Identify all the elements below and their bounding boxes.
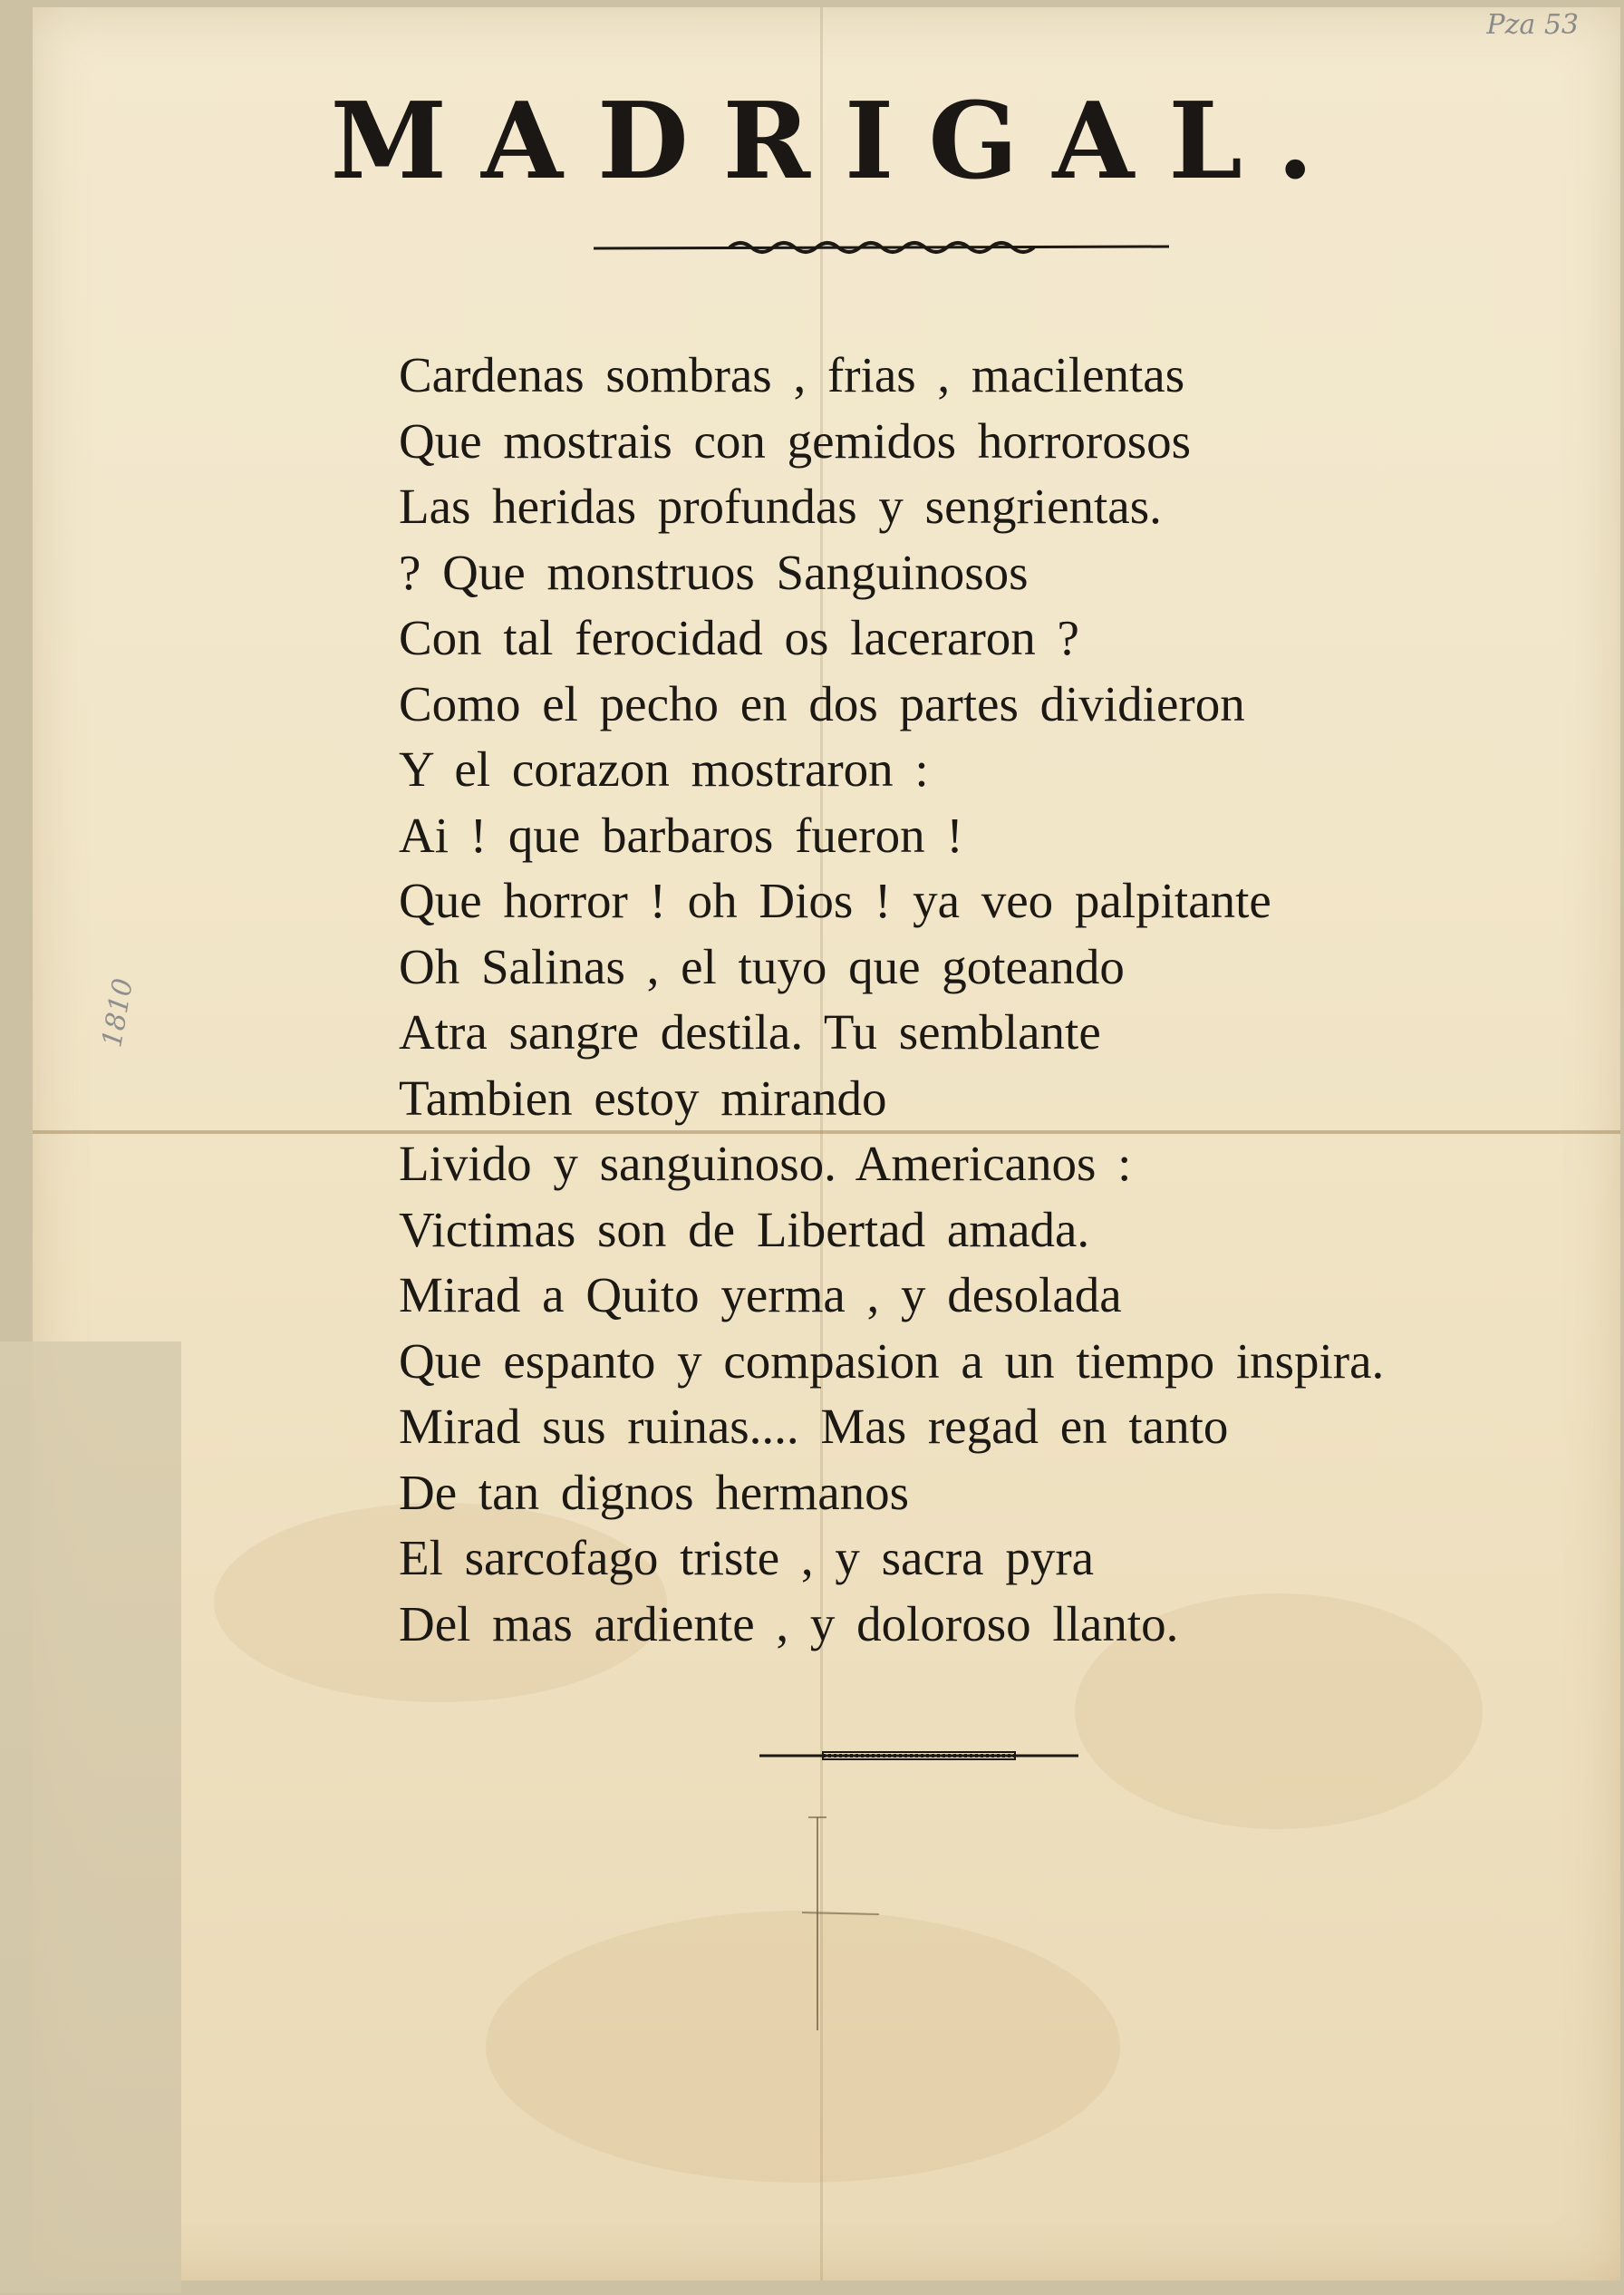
poem-line: Ai ! que barbaros fueron ! [399, 807, 963, 863]
poem-line: Mirad a Quito yerma , y desolada [399, 1267, 1122, 1322]
poem-line: Tambien estoy mirando [399, 1070, 887, 1126]
poem-line: Que espanto y compasion a un tiempo inspira. [399, 1332, 1385, 1389]
ornamental-rule-bottom [759, 1749, 1078, 1762]
poem-title: MADRIGAL. [330, 80, 1348, 203]
poem-line: Como el pecho en dos partes dividieron [399, 675, 1245, 731]
repair-patch [0, 1341, 181, 2293]
poem-line: Del mas ardiente , y doloroso llanto. [399, 1595, 1179, 1651]
poem-line: De tan dignos hermanos [399, 1464, 910, 1520]
poem-line: Que horror ! oh Dios ! ya veo palpitante [399, 873, 1271, 928]
poem-line: Mirad sus ruinas.... Mas regad en tanto [399, 1399, 1229, 1454]
poem-line: Y el corazon mostraron : [399, 741, 929, 797]
poem-line: Con tal ferocidad os laceraron ? [399, 610, 1079, 665]
fold-cross-mark [798, 1813, 888, 2039]
poem-line: El sarcofago triste , y sacra pyra [399, 1530, 1095, 1585]
poem-line: Las heridas profundas y sengrientas. [399, 479, 1162, 534]
poem-line: ? Que monstruos Sanguinosos [399, 544, 1029, 600]
poem-body [399, 343, 1577, 1657]
poem-line: Atra sangre destila. Tu semblante [399, 1004, 1101, 1060]
poem-line: Livido y sanguinoso. Americanos : [399, 1136, 1132, 1191]
poem-line: Oh Salinas , el tuyo que goteando [399, 938, 1125, 994]
shelfmark: Pza 53 [1486, 9, 1579, 41]
poem-line: Victimas son de Libertad amada. [399, 1201, 1090, 1257]
poem-line: Que mostrais con gemidos horrorosos [399, 412, 1192, 469]
poem-line: Cardenas sombras , frias , macilentas [399, 347, 1185, 402]
ornamental-rule-top [594, 237, 1169, 256]
margin-note: 1810 [96, 975, 140, 1051]
